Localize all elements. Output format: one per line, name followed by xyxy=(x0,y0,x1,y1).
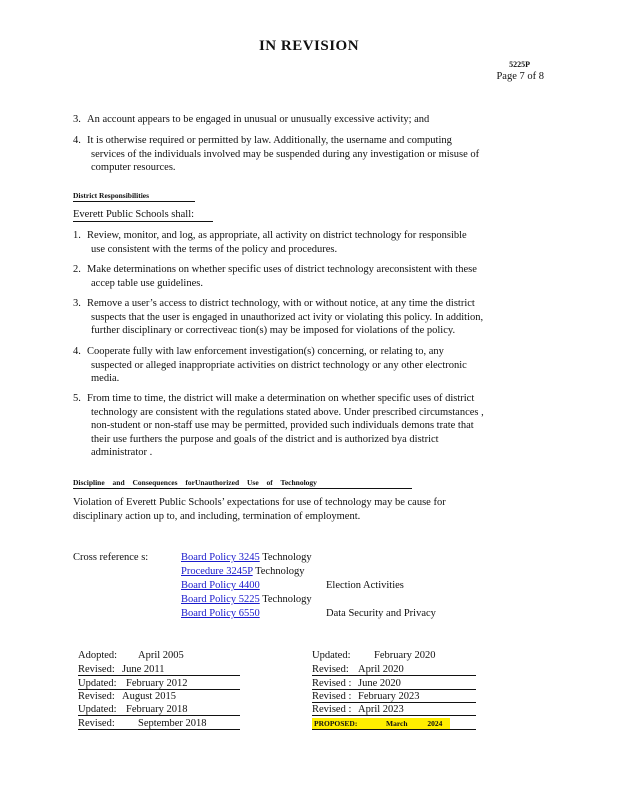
list-item: 4. It is otherwise required or permitted by law. Additionally, the username and computing services of the individuals involved may be suspended during any investigation or misuse of computer resources. xyxy=(73,135,480,173)
proposed-entry: PROPOSED: March 2024 xyxy=(312,718,450,729)
history-entry: Updated: February 2018 xyxy=(78,704,188,715)
history-rule xyxy=(312,715,476,716)
list-item: 3. Remove a user’s access to district technology, with or without notice, at any time the district suspects that the user is engaged in unauthorized act ivity or violating this policy. In addition, further disciplinary or correctiveac tion(s) may be imposed for violations of the policy. xyxy=(73,298,484,336)
page-title: IN REVISION xyxy=(258,38,360,54)
history-entry: Revised: April 2020 xyxy=(312,664,404,675)
cross-reference-row xyxy=(181,565,305,579)
list-item: 4. Cooperate fully with law enforcement investigation(s) concerning, or relating to, any suspected or alleged inappropriate activities on district technology or any other electronic media. xyxy=(73,346,467,384)
cross-reference-desc: Election Activities xyxy=(326,580,404,591)
board-policy-6550-link[interactable]: Board Policy 6550 xyxy=(181,608,260,619)
page-number: Page 7 of 8 xyxy=(496,71,544,82)
history-entry: Revised: August 2015 xyxy=(78,691,176,702)
history-entry: Revised : April 2023 xyxy=(312,704,404,715)
cross-reference-desc: Technology xyxy=(262,552,312,563)
heading-underline xyxy=(73,201,195,202)
history-entry: Revised: September 2018 xyxy=(78,718,207,729)
list-item: 3. An account appears to be engaged in unusual or unusually excessive activity; and xyxy=(73,114,430,125)
discipline-text-line: disciplinary action up to, and including, termination of employment. xyxy=(73,511,361,522)
cross-reference-desc: Data Security and Privacy xyxy=(326,608,436,619)
section-intro: Everett Public Schools shall: xyxy=(73,209,195,220)
history-rule xyxy=(312,729,476,730)
cross-reference-row xyxy=(181,579,404,593)
section-heading-discipline: Discipline and Consequences forUnauthorized Use of Technology xyxy=(73,478,317,487)
document-number: 5225P xyxy=(509,60,530,69)
cross-reference-desc: Technology xyxy=(255,566,305,577)
history-rule xyxy=(78,675,240,676)
board-policy-5225-link[interactable]: Board Policy 5225 xyxy=(181,594,260,605)
board-policy-3245-link[interactable]: Board Policy 3245 xyxy=(181,552,260,563)
heading-underline xyxy=(73,488,412,489)
list-item: 1. Review, monitor, and log, as appropriate, all activity on district technology for responsible use consistent with the terms of the policy and procedures. xyxy=(73,230,467,255)
history-entry: Revised : June 2020 xyxy=(312,678,401,689)
history-entry: Revised: June 2011 xyxy=(78,664,165,675)
history-rule xyxy=(78,715,240,716)
history-rule xyxy=(78,729,240,730)
cross-reference-row xyxy=(181,593,312,607)
procedure-3245p-link[interactable]: Procedure 3245P xyxy=(181,566,253,577)
history-entry: Updated: February 2012 xyxy=(78,678,188,689)
history-entry: Adopted: April 2005 xyxy=(78,650,184,661)
cross-reference-row xyxy=(181,607,436,621)
history-entry: Revised : February 2023 xyxy=(312,691,420,702)
section-heading-district-responsibilities: District Responsibilities xyxy=(73,191,150,200)
cross-reference-label: Cross reference s: xyxy=(73,552,149,563)
history-rule xyxy=(312,675,476,676)
discipline-text-line: Violation of Everett Public Schools’ expectations for use of technology may be cause for xyxy=(73,497,446,508)
list-item: 2. Make determinations on whether specific uses of district technology areconsistent with these accep table use guidelines. xyxy=(73,264,477,289)
cross-reference-desc: Technology xyxy=(262,594,312,605)
list-item: 5. From time to time, the district will make a determination on whether specific uses of district technology are consistent with the regulations stated above. Under prescribed circumstances , non-student or non-staff use may be permitted, provided such individuals demons trate that their use furthers the purpose and goals of the district and is authorized bya district administrator . xyxy=(73,393,484,458)
history-entry: Updated: February 2020 xyxy=(312,650,436,661)
intro-underline xyxy=(73,221,213,222)
cross-reference-row xyxy=(181,551,312,565)
board-policy-4400-link[interactable]: Board Policy 4400 xyxy=(181,580,260,591)
